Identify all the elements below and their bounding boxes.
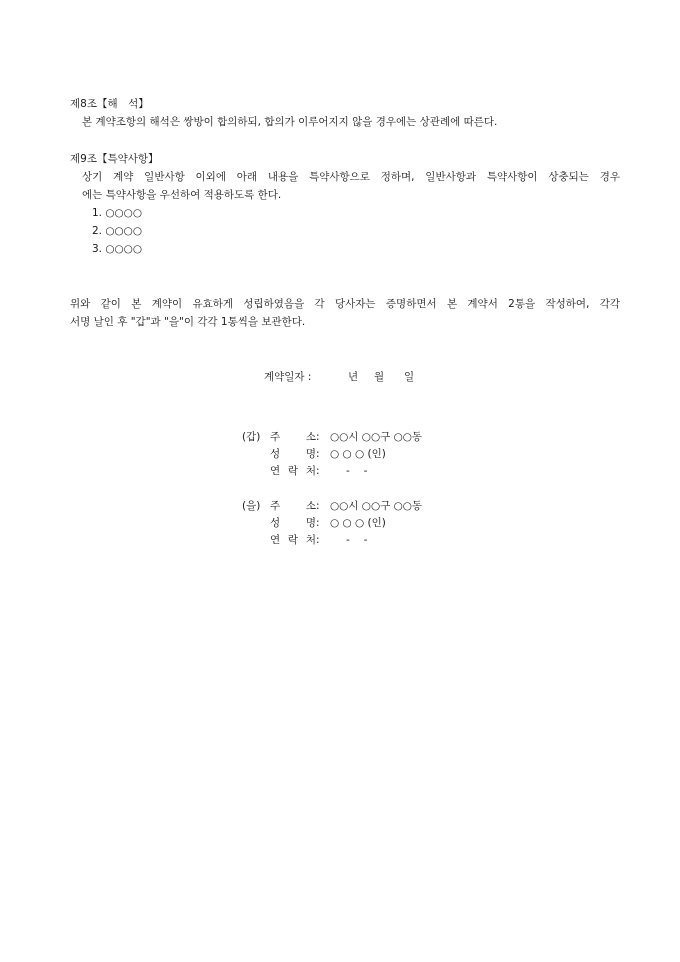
article8-heading: 제8조【해 석】 <box>70 98 149 110</box>
party-a-contact-value: - - <box>346 465 368 477</box>
party-b-name-value: ○ ○ ○ (인) <box>330 517 386 529</box>
contract-date-month: 월 <box>374 371 385 383</box>
contract-date-label: 계약일자 : <box>264 371 312 383</box>
party-a-contact-colon: : <box>316 465 320 477</box>
article9-item-2: 2. ○○○○ <box>92 225 143 237</box>
party-a-address-colon: : <box>316 431 320 443</box>
article9-item-1: 1. ○○○○ <box>92 207 143 219</box>
contract-date-day: 일 <box>404 371 415 383</box>
article8-body: 본 계약조항의 해석은 쌍방이 합의하되, 합의가 이루어지지 않을 경우에는 상관례에 따른다. <box>82 116 498 128</box>
party-b-address-colon: : <box>316 500 320 512</box>
closing-line2: 서명 날인 후 "갑"과 "을"이 각각 1통씩을 보관한다. <box>70 316 306 328</box>
party-b-address-value: ○○시 ○○구 ○○동 <box>330 500 423 512</box>
party-a-name-value: ○ ○ ○ (인) <box>330 448 386 460</box>
party-b-address-label: 주 소 <box>270 500 316 512</box>
party-b-contact-label: 연 락 처 <box>270 534 316 546</box>
party-a-tag: (갑) <box>242 431 261 443</box>
article9-body-line2: 에는 특약사항을 우선하여 적용하도록 한다. <box>82 189 282 201</box>
party-a-name-colon: : <box>316 448 320 460</box>
party-b-contact-colon: : <box>316 534 320 546</box>
party-b-contact-value: - - <box>346 534 368 546</box>
contract-date-year: 년 <box>348 371 359 383</box>
party-b-name-colon: : <box>316 517 320 529</box>
party-a-contact-label: 연 락 처 <box>270 465 316 477</box>
closing-line1: 위와 같이 본 계약이 유효하게 성립하였음을 각 당사자는 증명하면서 본 계약서 2통을 작성하여, 각각 <box>70 298 620 310</box>
article9-body-line1: 상기 계약 일반사항 이외에 아래 내용을 특약사항으로 정하며, 일반사항과 특약사항이 상충되는 경우 <box>82 171 620 183</box>
article9-heading: 제9조【특약사항】 <box>70 153 159 165</box>
party-b-tag: (을) <box>242 500 261 512</box>
article9-item-3: 3. ○○○○ <box>92 243 143 255</box>
party-b-name-label: 성 명 <box>270 517 316 529</box>
party-a-address-value: ○○시 ○○구 ○○동 <box>330 431 423 443</box>
party-a-name-label: 성 명 <box>270 448 316 460</box>
party-a-address-label: 주 소 <box>270 431 316 443</box>
